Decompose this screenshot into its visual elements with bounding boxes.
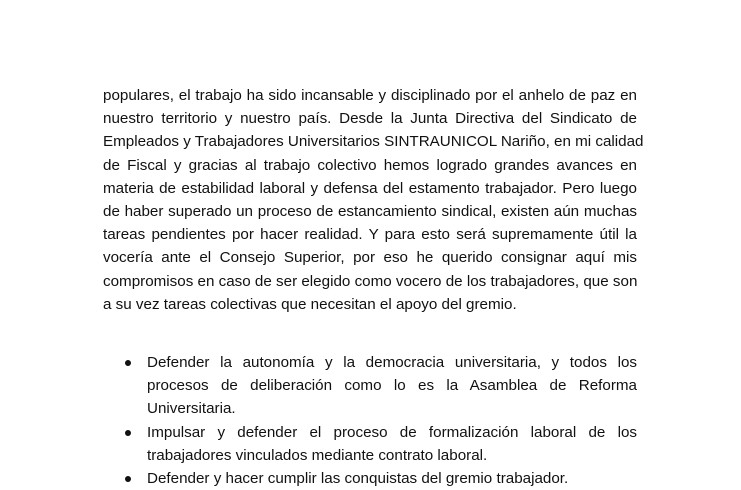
paragraph-line: Empleados y Trabajadores Universitarios SINTRAUNICOL Nariño, en mi calidad bbox=[103, 133, 644, 151]
list-item bbox=[103, 467, 637, 490]
paragraph-line: tareas pendientes por hacer realidad. Y para esto será supremamente útil la bbox=[103, 226, 637, 244]
list-item-line: Impulsar y defender el proceso de formalización laboral de los bbox=[147, 423, 637, 441]
paragraph-line: de haber superado un proceso de estancamiento sindical, existen aún muchas bbox=[103, 203, 637, 221]
paragraph-line: materia de estabilidad laboral y defensa del estamento trabajador. Pero luego bbox=[103, 179, 637, 197]
commitments-list bbox=[103, 351, 637, 490]
list-item-line: Defender y hacer cumplir las conquistas del gremio trabajador. bbox=[147, 470, 569, 488]
bullet-icon bbox=[125, 476, 131, 482]
paragraph-line: nuestro territorio y nuestro país. Desde la Junta Directiva del Sindicato de bbox=[103, 110, 637, 128]
list-item-line: Defender la autonomía y la democracia universitaria, y todos los bbox=[147, 354, 637, 371]
list-item-line: procesos de deliberación como lo es la Asamblea de Reforma bbox=[147, 377, 637, 395]
list-item bbox=[103, 351, 637, 421]
paragraph-line: vocería ante el Consejo Superior, por eso he querido consignar aquí mis bbox=[103, 249, 637, 267]
paragraph-line: populares, el trabajo ha sido incansable y disciplinado por el anhelo de paz en bbox=[103, 87, 637, 104]
bullet-icon bbox=[125, 360, 131, 366]
bullet-icon bbox=[125, 430, 131, 436]
list-item-line: Universitaria. bbox=[147, 400, 236, 418]
paragraph-line: a su vez tareas colectivas que necesitan el apoyo del gremio. bbox=[103, 295, 517, 313]
paragraph-line: de Fiscal y gracias al trabajo colectivo hemos logrado grandes avances en bbox=[103, 156, 637, 174]
body-paragraph bbox=[103, 84, 644, 316]
paragraph-line: compromisos en caso de ser elegido como vocero de los trabajadores, que son bbox=[103, 272, 638, 290]
list-item-line: trabajadores vinculados mediante contrato laboral. bbox=[147, 446, 488, 464]
list-item bbox=[103, 421, 637, 467]
